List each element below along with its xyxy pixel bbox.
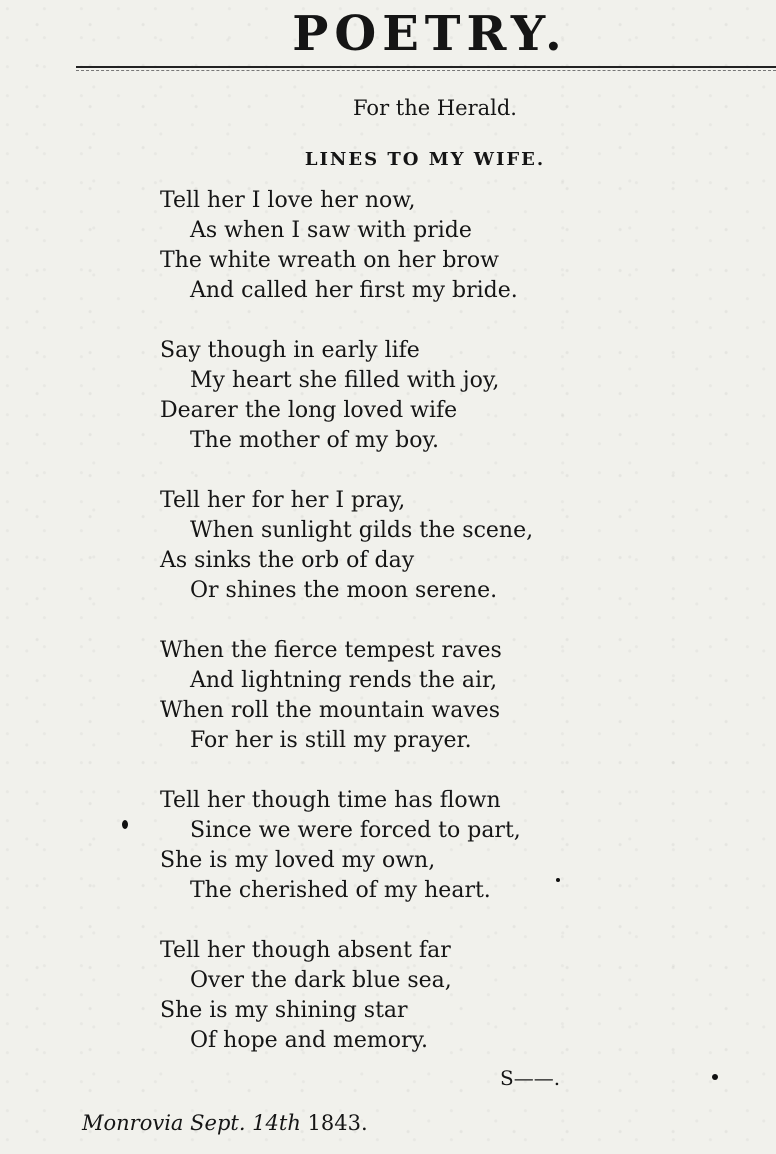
stanza-4 (160, 636, 620, 756)
heading-rule (76, 66, 776, 68)
poem-line: When roll the mountain waves (160, 698, 501, 723)
poem-line: Since we were forced to part, (190, 818, 521, 843)
poem-line: Tell her though time has flown (160, 788, 501, 813)
poem-line: Tell her though absent far (160, 938, 451, 963)
poem-body (160, 186, 620, 1086)
poem-line: Tell her I love her now, (160, 188, 416, 213)
poem-line: As sinks the orb of day (160, 548, 415, 573)
stanza-1 (160, 186, 620, 306)
stanza-6 (160, 936, 620, 1056)
poem-line: She is my loved my own, (160, 848, 436, 873)
poem-line: The white wreath on her brow (160, 248, 500, 273)
poem-line: When sunlight gilds the scene, (190, 518, 534, 543)
poem-line: She is my shining star (160, 998, 408, 1023)
dateline-place-date: Monrovia Sept. 14th (82, 1111, 301, 1135)
poem-line: And called her first my bride. (190, 278, 518, 303)
poem-line: Dearer the long loved wife (160, 398, 458, 423)
stanza-2 (160, 336, 620, 456)
poem-line: Of hope and memory. (190, 1028, 429, 1053)
dateline (82, 1108, 368, 1138)
ink-speck (122, 820, 128, 829)
poem-line: My heart she filled with joy, (190, 368, 500, 393)
ink-speck (556, 878, 560, 882)
poem-line: When the fierce tempest raves (160, 638, 502, 663)
poem-line: Say though in early life (160, 338, 420, 363)
poem-line: Tell her for her I pray, (160, 488, 406, 513)
dateline-year: 1843. (307, 1111, 368, 1135)
stanza-5 (160, 786, 620, 906)
poem-line: As when I saw with pride (190, 218, 472, 243)
poem-line: The mother of my boy. (190, 428, 439, 453)
poem-title: LINES TO MY WIFE. (304, 149, 546, 170)
ink-speck (712, 1074, 718, 1080)
poem-line: For her is still my prayer. (190, 728, 472, 753)
poem-line: And lightning rends the air, (190, 668, 498, 693)
signature: S——. (500, 1066, 561, 1090)
section-heading: POETRY. (292, 6, 568, 62)
poem-line: The cherished of my heart. (190, 878, 491, 903)
byline: For the Herald. (353, 96, 517, 120)
stanza-3 (160, 486, 620, 606)
poem-line: Over the dark blue sea, (190, 968, 452, 993)
poem-line: Or shines the moon serene. (190, 578, 498, 603)
